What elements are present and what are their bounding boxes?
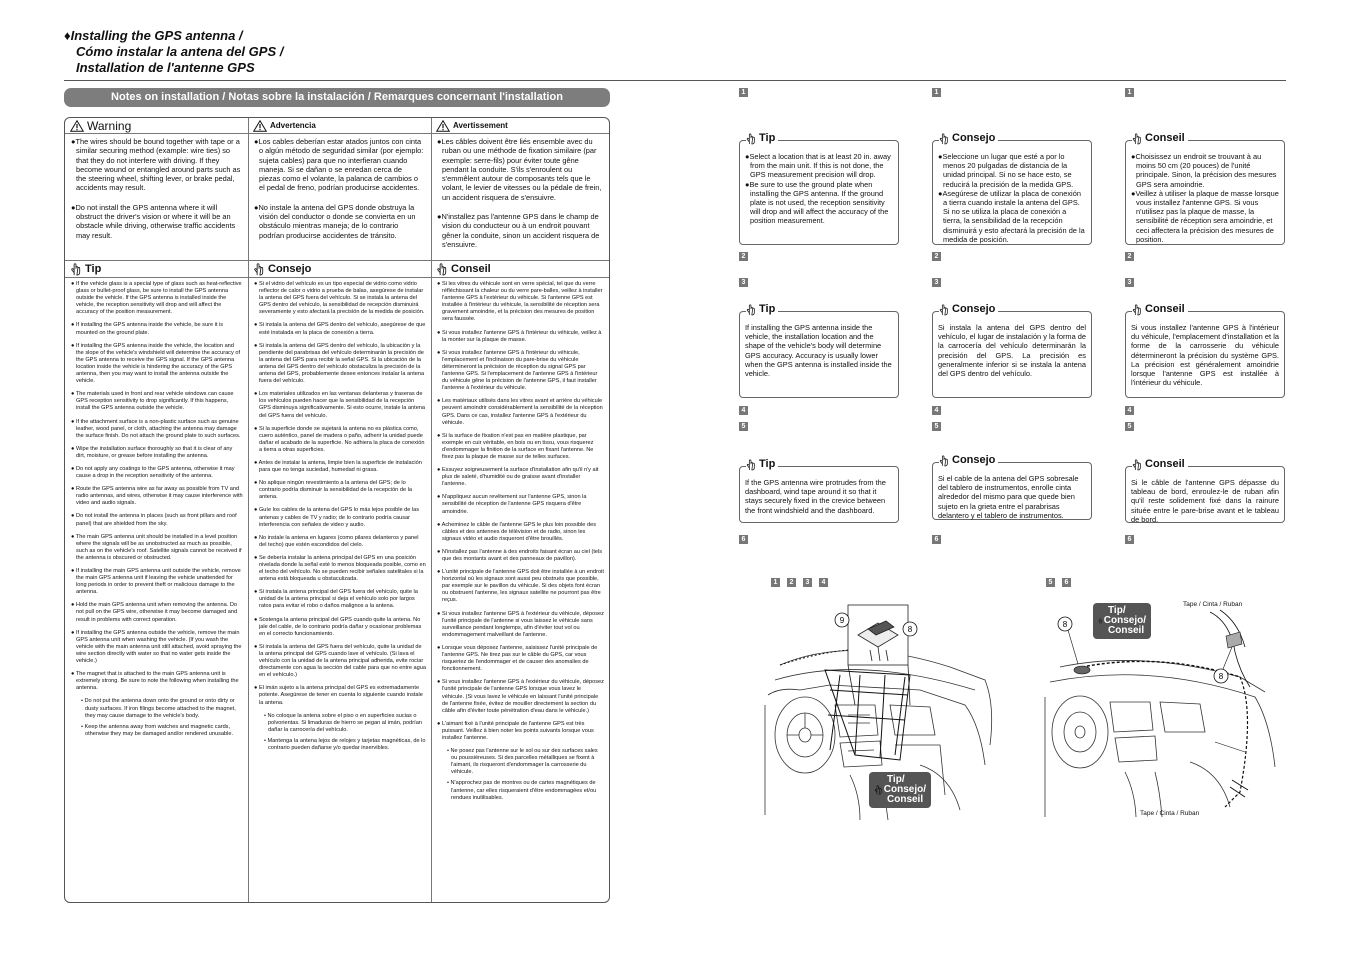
step-number: 5 bbox=[739, 422, 748, 431]
tip-item: ● Do not install the antenna in places (such as front pillars and roof panel) that are shielded from the sky. bbox=[71, 513, 237, 527]
consejo-box bbox=[932, 132, 1092, 245]
tip-item: ● If installing the main GPS antenna unit outside the vehicle, remove the main GPS antenna unit if leaving the vehicle unattended for long periods in order to prevent theft or malicious damage to the antenna. bbox=[71, 568, 241, 596]
tip-box-heading: Consejo bbox=[939, 455, 998, 467]
pointing-hand-icon bbox=[1132, 133, 1142, 145]
tip-item: ● If installing the GPS antenna outside the vehicle, remove the main GPS antenna unit when washing the vehicle. (If you wash the vehicle with the main antenna unit still attached, avoid spraying the wire section directly with water so that no water gets inside the vehicle.) bbox=[71, 629, 242, 665]
tip-box-heading: Tip bbox=[746, 133, 778, 145]
badge-line: Conseil bbox=[887, 794, 924, 805]
pointing-hand-icon bbox=[1132, 459, 1142, 471]
tip-text bbox=[248, 278, 431, 896]
step-number: 2 bbox=[932, 252, 941, 261]
tip-item: ● No instale la antena en lugares (como pilares delanteros y panel del techo) que estén escondidos del cielo. bbox=[254, 534, 419, 548]
pointing-hand-icon bbox=[939, 304, 949, 316]
pointing-hand-icon bbox=[253, 263, 265, 276]
warning-heading bbox=[431, 118, 609, 134]
tip-box-heading: Conseil bbox=[1132, 459, 1188, 471]
pointing-hand-icon bbox=[70, 263, 82, 276]
tip-item: ● Antes de instalar la antena, limpie bien la superficie de instalación para que no tenga suciedad, humedad ni grasa. bbox=[254, 459, 422, 474]
badge-line: Tip/ bbox=[887, 774, 905, 785]
title-line: ♦Installing the GPS antenna / bbox=[64, 28, 243, 43]
tip-item: ● If installing the GPS antenna inside the vehicle, the location and the slope of the vehicle's windshield will determine the accuracy of the GPS antenna to receive the GPS signal. If the GPS antenna location inside the vehicle is hindering the accuracy of the GPS antenna, then you may want to install the antenna outside the vehicle. bbox=[71, 342, 240, 385]
tip-subitem: • Mantenga la antena lejos de relojes y tarjetas magnéticas, de lo contrario pueden dañarse y/o quedar inservibles. bbox=[264, 737, 426, 751]
tip-subitem: • Ne posez pas l'antenne sur le sol ou sur des surfaces sales ou poussiéreuses. Si des parcelles métalliques se fixent à l'aimant, ils risqueront d'endommager la carrosserie du véhicule. bbox=[447, 748, 598, 776]
tip-item: ● Route the GPS antenna wire as far away as possible from TV and radio antennas, and wires, otherwise it may cause interference with video and audio signals. bbox=[71, 486, 243, 507]
pointing-hand-icon bbox=[1098, 616, 1103, 626]
tip-item: ● Acheminez le câble de l'antenne GPS le plus loin possible des câbles et des antennes de télévision et de radio, sinon les signaux vidéo et audio risqueront d'être brouillés. bbox=[437, 521, 596, 542]
tip-box-text: Si le câble de l'antenne GPS dépasse du tableau de bord, enroulez-le de ruban afin qu'il reste solidement fixé dans la rainure située entre le pare-brise avant et le tableau de bord. bbox=[1131, 478, 1279, 524]
callout-eight: 8 bbox=[1218, 672, 1224, 681]
tip-heading bbox=[248, 260, 431, 278]
tip-item: ● Si vous installez l'antenne GPS à l'extérieur du véhicule, déposez l'unité principale de l'antenne si vous laissez le véhicule sans surveillance pendant longtemps, afin d'éviter tout vol ou endommagement malveillant de l'antenne. bbox=[437, 610, 604, 638]
warning-text bbox=[65, 134, 248, 260]
figure-step-number: 3 bbox=[803, 578, 812, 587]
warning-item: ●Do not install the GPS antenna where it will obstruct the driver's vision or where it will be an obstacle while driving, otherwise traffic accidents may result. bbox=[71, 202, 236, 240]
step-number: 1 bbox=[932, 88, 941, 97]
tip-item: ● If the vehicle glass is a special type of glass such as heat-reflective glass or bullet-proof glass, be sure to install the GPS antenna outside the vehicle. If the GPS antenna is installed inside the vehicle, the reception sensitivity will drop and will affect the accuracy of the position measurement. bbox=[71, 281, 242, 316]
tip-box-text bbox=[938, 152, 1086, 244]
step-number: 4 bbox=[932, 406, 941, 415]
title-rule bbox=[64, 80, 1286, 81]
tip-item: ● Si la surface de fixation n'est pas en matière plastique, par exemple en cuir véritable, en bois ou en tissu, vous risquerez d'endommager la finition de la surface en fixant l'antenne. Ne fixez pas la plaque de masse sur de telles surfaces. bbox=[437, 432, 594, 460]
tip-subitem: • No coloque la antena sobre el piso o en superficies sucias o polvorientas. Si limaduras de hierro se pegan al imán, podrían dañar la carrocería del vehículo. bbox=[264, 712, 422, 733]
notes-column-english bbox=[65, 118, 249, 902]
figure-step-number: 2 bbox=[787, 578, 796, 587]
step-number: 5 bbox=[1125, 422, 1134, 431]
step-number: 6 bbox=[932, 535, 941, 544]
step-number: 2 bbox=[1125, 252, 1134, 261]
pointing-hand-icon bbox=[1132, 304, 1142, 316]
pointing-hand-icon bbox=[746, 133, 756, 145]
tip-item: ● Se debería instalar la antena principal del GPS en una posición nivelada donde la señal esté lo menos bloqueada posible, como en el techo del vehículo. No se pueden recibir señales satelitales si la antena está bloqueada u obstaculizada. bbox=[254, 554, 426, 583]
warning-triangle-icon bbox=[253, 120, 267, 132]
tip-item: ● Si les vitres du véhicule sont en verre spécial, tel que du verre réfléchissant la chaleur ou du verre pare-balles, veillez à installer l'antenne GPS à l'extérieur du véhicule. Si l'antenne GPS est installée à l'intérieur du véhicule, la sensibilité de réception sera gravement amoindrie, et la précision des mesures de position sera faussée. bbox=[437, 281, 603, 323]
figure-step-number: 4 bbox=[819, 578, 828, 587]
tip-box-text: If installing the GPS antenna inside the vehicle, the installation location and the shape of the vehicle's body will determine GPS accuracy. Accuracy is usually lower when the GPS antenna is installed inside the vehicle. bbox=[745, 323, 892, 379]
tip-item: ● Wipe the installation surface thoroughly so that it is clear of any dirt, moisture, or grease before installing the antenna. bbox=[71, 445, 233, 459]
tip-box-heading: Tip bbox=[746, 459, 778, 471]
tip-item: ● Do not apply any coatings to the GPS antenna, otherwise it may cause a drop in the reception sensitivity of the antenna. bbox=[71, 465, 235, 480]
pointing-hand-icon bbox=[746, 459, 756, 471]
conseil-box bbox=[1125, 458, 1285, 524]
tape-label-bottom: Tape / Cinta / Ruban bbox=[1140, 810, 1200, 817]
tip-box-heading: Conseil bbox=[1132, 133, 1188, 145]
tip-consejo-conseil-badge bbox=[869, 772, 931, 808]
step-number: 4 bbox=[1125, 406, 1134, 415]
tip-item: ● N'installez pas l'antenne à des endroits faisant écran au ciel (tels que des montants avant et des panneaux de pavillon). bbox=[437, 548, 603, 562]
tip-item: ● Si vous installez l'antenne GPS à l'extérieur du véhicule, déposez l'unité principale de l'antenne GPS lorsque vous lavez le véhicule. (Si vous lavez le véhicule en laissant l'unité principale de l'antenne fixée, évitez de mouiller directement la section du câble afin d'éviter toute pénétration d'eau dans le véhicule.) bbox=[437, 679, 604, 714]
tip-box-item: ●Asegúrese de utilizar la placa de conexión a tierra cuando instale la antena del GPS. Si no se utiliza la placa de conexión a tierra, la sensibilidad de la recepción disminuirá y esto afectará la precisión de la medida de posición. bbox=[938, 188, 1085, 244]
tip-heading-label: Consejo bbox=[268, 263, 312, 275]
step-number: 6 bbox=[1125, 535, 1134, 544]
page-title bbox=[64, 28, 283, 76]
tip-box-text bbox=[1131, 152, 1279, 244]
tip-box-item: ●Be sure to use the ground plate when installing the GPS antenna. If the ground plate is not used, the reception sensitivity will drop and will affect the accuracy of the position measurement. bbox=[745, 179, 889, 226]
pointing-hand-icon bbox=[746, 304, 756, 316]
tip-item: ● Si la superficie donde se sujetará la antena no es plástica como, cuero auténtico, panel de madera o paño, adherir la unidad puede dañar el acabado de la superficie. No adhiera la placa de conexión a tierra a otras superficies. bbox=[254, 425, 425, 453]
tip-item: ● Lorsque vous déposez l'antenne, saisissez l'unité principale de l'antenne GPS. Ne tirez pas sur le câble du GPS, car vous risqueriez de l'endommager et de causer des anomalies de fonctionnement. bbox=[437, 644, 598, 673]
tip-box-heading: Consejo bbox=[939, 133, 998, 145]
badge-line: Conseil bbox=[1108, 625, 1145, 636]
figure-step-number: 1 bbox=[771, 578, 780, 587]
tip-heading bbox=[65, 260, 248, 278]
step-number: 4 bbox=[739, 406, 748, 415]
tip-box-heading: Conseil bbox=[1132, 304, 1188, 316]
warning-heading-label: Warning bbox=[87, 118, 132, 133]
tip-subitem: • Do not put the antenna down onto the ground or onto dirty or dusty surfaces. If iron filings become attached to the magnet, they may cause damage to the vehicle's body. bbox=[81, 698, 236, 719]
tip-heading-label: Conseil bbox=[451, 263, 491, 275]
figure-step-number: 6 bbox=[1062, 578, 1071, 587]
warning-triangle-icon bbox=[70, 120, 84, 132]
figure-step-number: 5 bbox=[1046, 578, 1055, 587]
tip-item: ● Guíe los cables de la antena del GPS lo más lejos posible de las antenas y cables de TV y radio; de lo contrario podría causar interferencia con señales de video y audio. bbox=[254, 507, 420, 528]
tip-box-heading: Tip bbox=[746, 304, 778, 316]
tip-box-text: Si instala la antena del GPS dentro del vehículo, el lugar de instalación y la forma de la carrocería del vehículo determinarán la precisión del GPS. La precisión es generalmente inferior si se instala la antena del GPS dentro del vehículo. bbox=[938, 323, 1086, 379]
tip-item: ● Sostenga la antena principal del GPS cuando quite la antena. No jale del cable, de lo contrario podría dañar y ocasionar problemas en el correcto funcionamiento. bbox=[254, 616, 422, 637]
tip-item: ● Les matériaux utilisés dans les vitres avant et arrière du véhicule peuvent amoindrir considérablement la sensibilité de la réception GPS. Dans ce cas, installez l'antenne GPS à l'extérieur du véhicule. bbox=[437, 398, 603, 426]
conseil-box bbox=[1125, 303, 1285, 398]
badge-line: Tip/ bbox=[1108, 605, 1126, 616]
callout-nine: 9 bbox=[839, 616, 845, 625]
tip-item: ● The magnet that is attached to the main GPS antenna unit is extremely strong. Be sure to note the following when installing the antenna. bbox=[71, 671, 239, 692]
tip-item: ● L'unité principale de l'antenne GPS doit être installée à un endroit horizontal où les signaux sont aussi peu obstrués que possible, par exemple sur le pavillon du véhicule. Si des objets font écran ou obstruent l'antenne, les signaux satellite ne pourront pas être reçus. bbox=[437, 569, 604, 604]
tip-box-item: ●Seleccione un lugar que esté a por lo menos 20 pulgadas de distancia de la unidad principal. Si no se hace esto, se reducirá la precisión de la medida GPS. bbox=[938, 152, 1074, 189]
warning-item: ●Los cables deberían estar atados juntos con cinta o algún método de seguridad similar (por ejemplo: sujeta cables) para que no interfieran cuando maneja. Si se dañan o se enredan cerca de piezas como el volante, la palanca de cambios o el pedal de freno, podrían producirse accidentes. bbox=[254, 137, 424, 193]
tip-item: ● Essuyez soigneusement la surface d'installation afin qu'il n'y ait plus de saleté, d'humidité ou de graisse avant d'installer l'antenne. bbox=[437, 467, 599, 488]
tip-consejo-conseil-badge bbox=[1093, 603, 1151, 639]
tip-item: ● Si el vidrio del vehículo es un tipo especial de vidrio como vidrio reflector de calor o vidrio a prueba de balas, asegúrese de instalar la antena del GPS fuera del vehículo. Si se instala la antena del GPS dentro del vehículo, la sensibilidad de recepción disminuirá severamente y esto afectará la precisión de la medida de posición. bbox=[254, 281, 425, 316]
tip-item: ● L'aimant fixé à l'unité principale de l'antenne GPS est très puissant. Veillez à bien noter les points suivants lorsque vous installez l'antenne. bbox=[437, 720, 594, 741]
warning-text bbox=[248, 134, 431, 260]
tip-box-item: ●Veillez à utiliser la plaque de masse lorsque vous installez l'antenne GPS. Si vous n'utilisez pas la plaque de masse, la sensibilité de réception sera amoindrie, et ceci affectera la précision des mesures de position. bbox=[1131, 188, 1279, 244]
pointing-hand-icon bbox=[874, 785, 883, 795]
warning-item: ●Les câbles doivent être liés ensemble avec du ruban ou une méthode de fixation similaire (par exemple: serre-fils) pour éviter toute gêne pendant la conduite. S'ils s'enroulent ou s'emmêlent autour de composants tels que le volant, le levier de vitesses ou la pédale de frein, un accident risquera de s'ensuivre. bbox=[437, 137, 602, 202]
notes-panel bbox=[64, 117, 610, 903]
step-number: 5 bbox=[932, 422, 941, 431]
step-number: 3 bbox=[1125, 278, 1134, 287]
step-number: 1 bbox=[1125, 88, 1134, 97]
tip-item: ● The materials used in front and rear vehicle windows can cause GPS reception sensitivity to drop significantly. If this happens, install the GPS antenna outside the vehicle. bbox=[71, 391, 234, 412]
tip-item: ● If the attachment surface is a non-plastic surface such as genuine leather, wood panel, or cloth, attaching the antenna may damage the surface finish. Do not attach the ground plate to such surfaces. bbox=[71, 418, 241, 439]
conseil-box bbox=[1125, 132, 1285, 245]
warning-triangle-icon bbox=[436, 120, 450, 132]
tip-box-item: ●Select a location that is at least 20 in. away from the main unit. If this is not done, the GPS measurement precision will drop. bbox=[745, 152, 891, 180]
dashboard-illustration-right bbox=[1040, 592, 1290, 822]
warning-item: ●The wires should be bound together with tape or a similar securing method (example: wire ties) so that they do not interfere with driving. If they become wound or entangled around parts such as the steering wheel, shifting lever, or brake pedal, accidents may result. bbox=[71, 137, 241, 193]
badge-line-with-icon: Consejo/ bbox=[874, 785, 926, 795]
notes-header: Notes on installation / Notas sobre la instalación / Remarques concernant l'installation bbox=[64, 88, 610, 107]
tip-box bbox=[739, 303, 899, 398]
pointing-hand-icon bbox=[939, 133, 949, 145]
callout-eight: 8 bbox=[1062, 620, 1068, 629]
tip-item: ● The main GPS antenna unit should be installed in a level position where the signals will be as unobstructed as much as possible, such as on the vehicle's roof. Satellite signals cannot be received if the antenna is obscured or obstructed. bbox=[71, 533, 242, 561]
consejo-box bbox=[932, 454, 1092, 520]
tip-item: ● El imán sujeto a la antena principal del GPS es extremadamente potente. Asegúrese de tener en cuenta lo siguiente cuando instale la antena. bbox=[254, 685, 423, 706]
step-number: 1 bbox=[739, 88, 748, 97]
tip-item: ● Los materiales utilizados en las ventanas delanteras y traseras de los vehículos pueden hacer que la sensibilidad de la recepción GPS disminuya significativamente. Si esto ocurre, instale la antena del GPS fuera del vehículo. bbox=[254, 391, 426, 419]
tip-text bbox=[65, 278, 248, 896]
tip-box-heading: Consejo bbox=[939, 304, 998, 316]
tip-box bbox=[739, 458, 899, 523]
warning-heading bbox=[248, 118, 431, 134]
notes-column-spanish bbox=[248, 118, 432, 902]
warning-item: ●No instale la antena del GPS donde obstruya la visión del conductor o donde se convierta en un obstáculo mientras maneja; de lo contrario podrían producirse accidentes de tránsito. bbox=[254, 202, 416, 240]
tip-heading-label: Tip bbox=[85, 263, 102, 275]
tip-box-text: Si el cable de la antena del GPS sobresale del tablero de instrumentos, enrolle cinta alrededor del mismo para que quede bien sujeto en la grieta entre el parabrisas delantero y el tablero de instrumentos. bbox=[938, 474, 1079, 520]
warning-heading bbox=[65, 118, 248, 134]
tip-item: ● Si vous installez l'antenne GPS à l'intérieur du véhicule, l'emplacement et l'inclinaison du pare-brise du véhicule détermineront la précision de réception du signal GPS par l'antenne GPS. Si l'emplacement de l'antenne GPS à l'intérieur du véhicule gêne la précision de l'antenne GPS, il faut installer l'antenne à l'extérieur du véhicule. bbox=[437, 349, 598, 392]
tip-subitem: • Keep the antenna away from watches and magnetic cards, otherwise they may be damaged and/or rendered unusable. bbox=[81, 723, 234, 737]
tip-box bbox=[739, 132, 899, 245]
step-number: 3 bbox=[739, 278, 748, 287]
consejo-box bbox=[932, 303, 1092, 398]
warning-item: ●N'installez pas l'antenne GPS dans le champ de vision du conducteur ou à un endroit pouvant gêner la conduite, sinon un accident risquera de s'ensuivre. bbox=[437, 212, 600, 249]
tip-item: ● Si vous installez l'antenne GPS à l'intérieur du véhicule, veillez à la monter sur la plaque de masse. bbox=[437, 329, 602, 343]
pointing-hand-icon bbox=[939, 455, 949, 467]
tip-item: ● Si instala la antena del GPS dentro del vehículo, la ubicación y la pendiente del parabrisas del vehículo determinarán la precisión de la antena del GPS para recibir la señal GPS. Si la ubicación de la antena del GPS dentro del vehículo obstaculiza la precisión de la antena del GPS, probablemente desee entonces instalar la antena fuera del vehículo. bbox=[254, 342, 425, 385]
tip-box-item: ●Choisissez un endroit se trouvant à au moins 50 cm (20 pouces) de l'unité principale. Sinon, la précision des mesures GPS sera amoindrie. bbox=[1131, 152, 1277, 189]
warning-heading-label: Avertissement bbox=[453, 121, 508, 130]
callout-eight: 8 bbox=[907, 625, 913, 634]
pointing-hand-icon bbox=[436, 263, 448, 276]
tip-item: ● Hold the main GPS antenna unit when removing the antenna. Do not pull on the GPS wire, otherwise it may become damaged and result in problems with correct operation. bbox=[71, 602, 238, 623]
tip-text bbox=[431, 278, 609, 896]
step-number: 6 bbox=[739, 535, 748, 544]
warning-text bbox=[431, 134, 609, 260]
tip-item: ● If installing the GPS antenna inside the vehicle, be sure it is mounted on the ground plate. bbox=[71, 322, 224, 336]
tip-item: ● Si instala la antena del GPS dentro del vehículo, asegúrese de que esté instalada en la placa de conexión a tierra. bbox=[254, 322, 426, 336]
notes-column-french bbox=[431, 118, 609, 902]
tip-box-text bbox=[745, 152, 893, 226]
warning-heading-label: Advertencia bbox=[270, 121, 316, 130]
step-number: 2 bbox=[739, 252, 748, 261]
tape-label-top: Tape / Cinta / Ruban bbox=[1183, 601, 1243, 608]
badge-line-with-icon: Consejo/ bbox=[1098, 616, 1146, 626]
step-number: 3 bbox=[932, 278, 941, 287]
tip-item: ● N'appliquez aucun revêtement sur l'antenne GPS, sinon la sensibilité de réception de l'antenne GPS risquera d'être amoindrie. bbox=[437, 494, 587, 515]
title-line: Installation de l'antenne GPS bbox=[76, 60, 255, 75]
tip-item: ● Si instala la antena del GPS fuera del vehículo, quite la unidad de la antena principal del GPS cuando lave el vehículo. (Si lava el vehículo con la unidad de la antena principal adherida, evite rociar directamente con agua la sección del cable para que no entre agua en el vehículo.) bbox=[254, 643, 426, 679]
tip-item: ● Si instala la antena principal del GPS fuera del vehículo, quite la unidad de la antena principal si deja el vehículo solo por largos ratos para evitar el robo o daños malignos a la antena. bbox=[254, 589, 418, 610]
tip-heading bbox=[431, 260, 609, 278]
tip-box-text: Si vous installez l'antenne GPS à l'intérieur du véhicule, l'emplacement d'installation et la forme de la carrosserie du véhicule détermineront la précision du système GPS. La précision est généralement amoindrie lorsque l'antenne GPS est installée à l'intérieur du véhicule. bbox=[1131, 323, 1279, 388]
title-line: Cómo instalar la antena del GPS / bbox=[76, 44, 284, 59]
tip-subitem: • N'approchez pas de montres ou de cartes magnétiques de l'antenne, car elles risqueraient d'être endommagées et/ou rendues inutilisables. bbox=[447, 780, 597, 801]
tip-box-text: If the GPS antenna wire protrudes from the dashboard, wind tape around it so that it stays securely fixed in the crevice between the front windshield and the dashboard. bbox=[745, 478, 886, 515]
tip-item: ● No aplique ningún revestimiento a la antena del GPS; de lo contrario podría disminuir la sensibilidad de la recepción de la antena. bbox=[254, 480, 412, 501]
